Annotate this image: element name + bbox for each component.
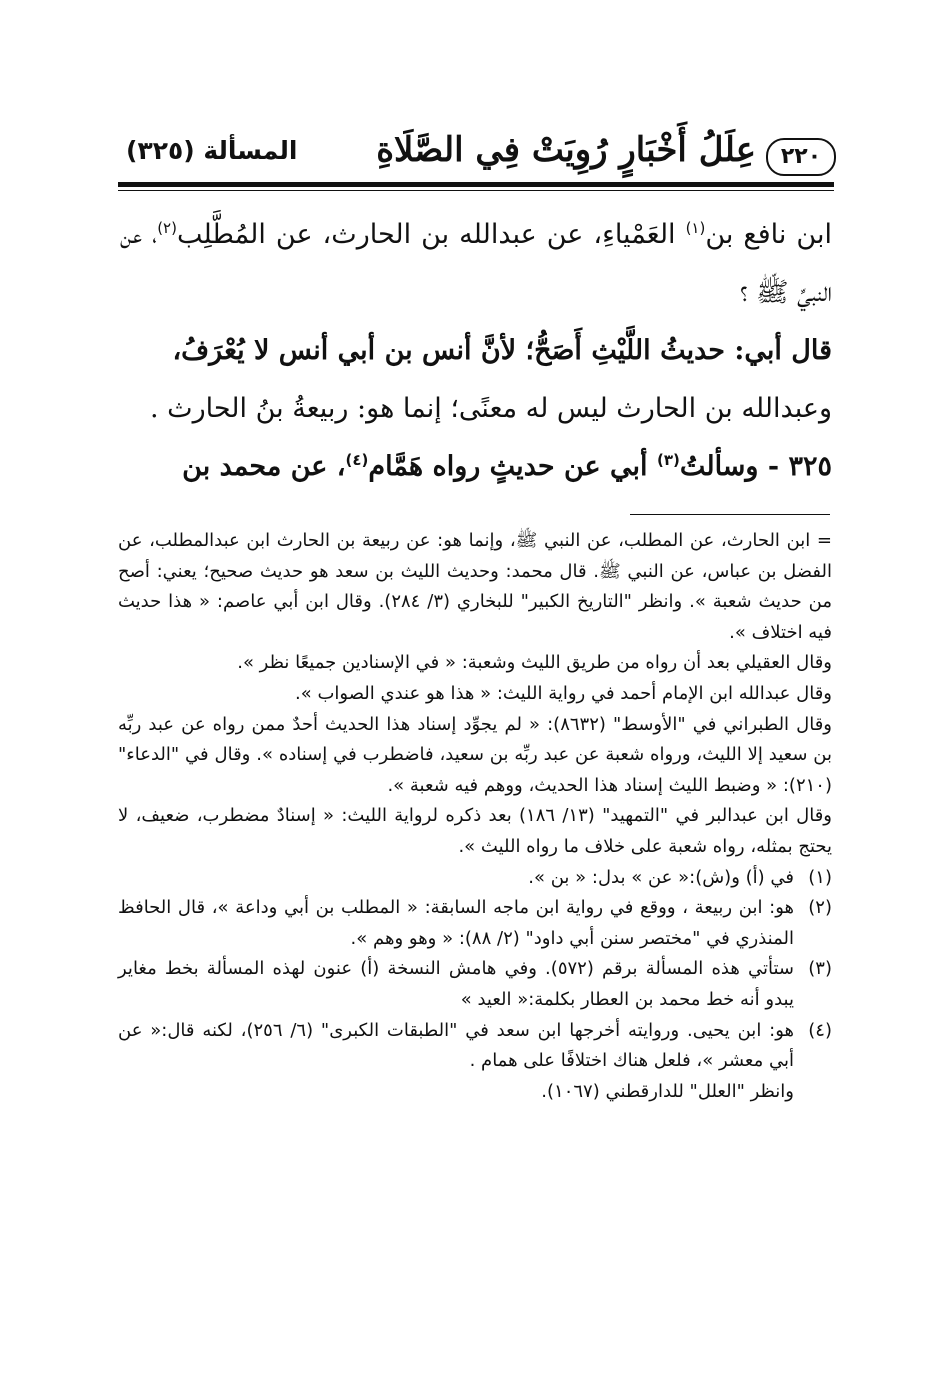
header-rule-thick: [118, 182, 834, 187]
footnote-number: (٤): [808, 1019, 832, 1041]
header-rule-thin: [118, 190, 834, 191]
text-run: أبي عن حديثٍ رواه هَمَّام: [368, 451, 657, 482]
main-text: [120, 206, 832, 496]
opinion-text: قال أبي: حديثُ اللَّيْثِ أَصَحُّ؛ لأنَّ أنس بن أبي أنس لا يُعْرَفُ،: [172, 335, 832, 366]
text-run: ابن نافع بن: [705, 219, 832, 250]
footnote-separator: [630, 514, 830, 515]
footnote-text: في (أ) و(ش):« عن » بدل: « بن ».: [528, 866, 794, 888]
paragraph-opinion-rest: [120, 380, 832, 438]
footnote-continuation: وقال عبدالله ابن الإمام أحمد في رواية الليث: « هذا هو عندي الصواب ».: [295, 682, 832, 704]
text-run: وعبدالله بن الحارث ليس له معنًى؛ إنما هو: ربيعةُ بنُ الحارث .: [150, 393, 832, 424]
footnote-item: [118, 1016, 832, 1108]
page-number-badge: ٢٢٠: [766, 138, 836, 176]
footnote-text: ستأتي هذه المسألة برقم (٥٧٢). وفي هامش النسخة (أ) عنون لهذه المسألة بخط مغاير يبدو أنه خط محمد بن العطار بكلمة:« العيد »: [118, 958, 795, 1010]
footnote-ref: (٤): [345, 451, 369, 469]
footnote-ref: (٢): [157, 219, 177, 237]
text-run: ، عن محمد بن: [182, 451, 346, 482]
text-run: العَمْياءِ، عن عبدالله بن الحارث، عن المُطَّلِب: [176, 219, 686, 250]
footnote-ref: (١): [685, 219, 706, 237]
footnote-ref: (٣): [656, 451, 680, 469]
footnote-continuation: = ابن الحارث، عن المطلب، عن النبي ﷺ، وإنما هو: عن ربيعة بن الحارث ابن عبدالمطلب، عن الفضل بن عباس، عن النبي ﷺ. قال محمد: وحديث الليث بن سعد هو حديث صحيح؛ يعني: أصح من حديث شعبة ». وانظر "التاريخ الكبير" للبخاري (٣/ ٢٨٤). وقال ابن أبي عاصم: « هذا حديث فيه اختلاف ».: [118, 530, 832, 643]
question-number: ٣٢٥ -: [758, 451, 832, 482]
book-title: عِلَلُ أَخْبَارٍ رُوِيَتْ فِي الصَّلَاةِ: [376, 130, 756, 170]
paragraph-question: [120, 438, 832, 496]
footnote-number: (٢): [808, 897, 832, 919]
footnote-item: [118, 863, 832, 894]
footnote-number: (١): [808, 866, 832, 888]
footnote-continuation: وقال ابن عبدالبر في "التمهيد" (١٣/ ١٨٦) بعد ذكره لرواية الليث: « إسنادٌ مضطرب، ضعيف، لا يحتج بمثله، رواه شعبة على خلاف ما رواه الليث ».: [118, 805, 832, 857]
text-run: وسألتُ: [679, 451, 759, 482]
paragraph-opinion: [120, 322, 832, 380]
footnote-continuation: وقال العقيلي بعد أن رواه من طريق الليث وشعبة: « في الإسنادين جميعًا نظر ».: [237, 652, 832, 674]
footnote-number: (٣): [808, 958, 832, 980]
footnotes: [118, 526, 832, 1107]
issue-label: المسألة (٣٢٥): [126, 136, 298, 165]
footnote-item: [118, 954, 832, 1015]
text-run: ، عن النبيِّ ﷺ ؟: [120, 219, 832, 308]
paragraph-isnad: [120, 206, 832, 322]
footnote-continuation: وقال الطبراني في "الأوسط" (٨٦٣٢): « لم يجوِّد إسناد هذا الحديث أحدٌ ممن رواه عن عبد ربِّه بن سعيد إلا الليث، ورواه شعبة عن عبد ربِّه بن سعيد، فاضطرب في إسناده ». وقال في "الدعاء" (٢١٠): « وضبط الليث إسناد هذا الحديث، ووهم فيه شعبة ».: [118, 713, 832, 796]
running-header: [118, 126, 830, 182]
footnote-item: [118, 893, 832, 954]
footnote-text: هو: ابن يحيى. وروايته أخرجها ابن سعد في "الطبقات الكبرى" (٦/ ٢٥٦)، لكنه قال:« عن أبي معشر »، فلعل هناك اختلافًا على همام . وانظر "العلل" للدارقطني (١٠٦٧).: [118, 1019, 794, 1102]
footnote-text: هو: ابن ربيعة ، ووقع في رواية ابن ماجه السابقة: « المطلب بن أبي وداعة »، قال الحافظ المنذري في "مختصر سنن أبي داود" (٢/ ٨٨): « وهو وهم ».: [118, 897, 794, 949]
